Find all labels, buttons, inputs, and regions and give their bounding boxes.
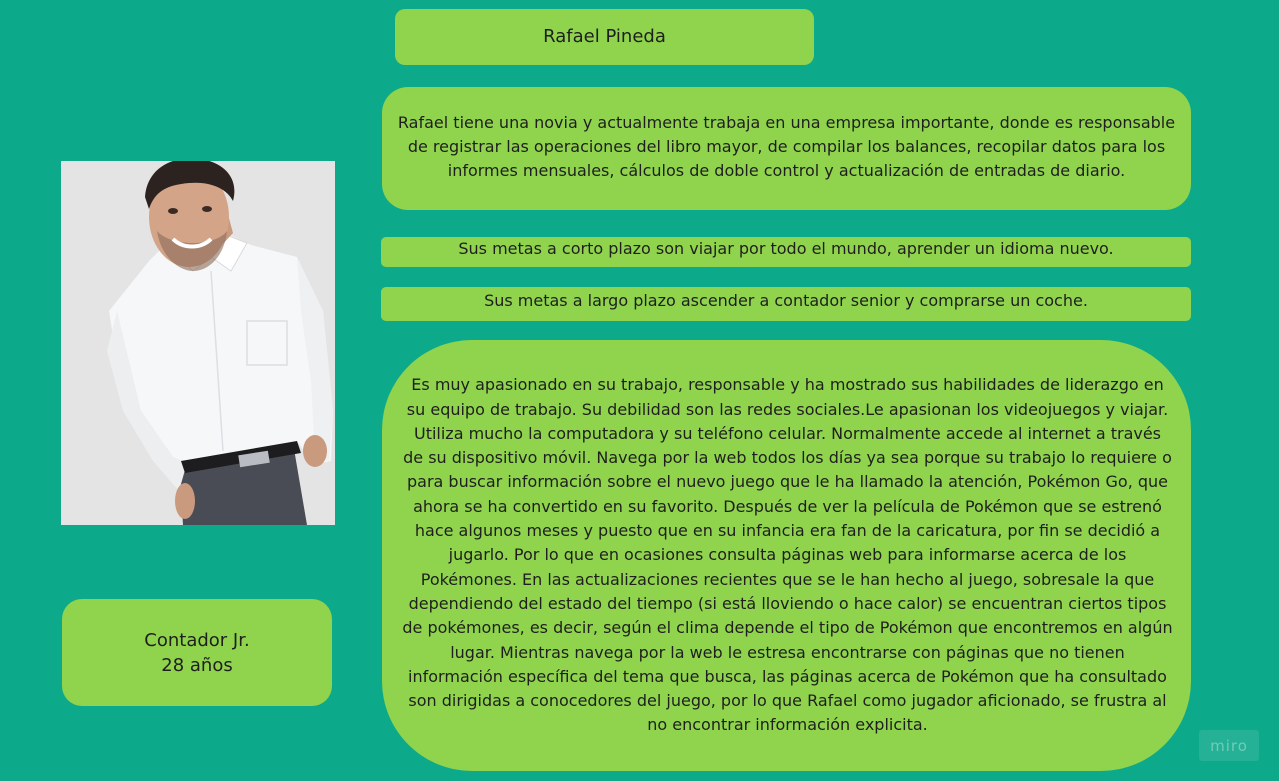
short-term-goals-card (381, 237, 1191, 267)
persona-description: Es muy apasionado en su trabajo, responsable y ha mostrado sus habilidades de liderazgo en su equipo de trabajo. Su debilidad son las redes sociales.Le apasionan los videojuegos y viajar. Utiliza mucho la computadora y su teléfono celular. Normalmente accede al internet a través de su dispositivo móvil. Navega por la web todos los días ya sea porque su trabajo lo requiere o para buscar información sobre el nuevo juego que le ha llamado la atención, Pokémon Go, que ahora se ha convertido en su favorito. Después de ver la película de Pokémon que se estrenó hace algunos meses y puesto que en su infancia era fan de la caricatura, por fin se decidió a jugarlo. Por lo que en ocasiones consulta páginas web para informarse acerca de los Pokémones. En las actualizaciones recientes que se le han hecho al juego, sobresale la que dependiendo del estado del tiempo (si está lloviendo o hace calor) se encuentran ciertos tipos de pokémones, es decir, según el clima depende el tipo de Pokémon que encontremos en algún lugar. Mientras navega por la web le estresa encontrarse con páginas que no tienen información específica del tema que busca, las páginas acerca de Pokémon que ha consultado son dirigidas a conocedores del juego, por lo que Rafael como jugador aficionado, se frustra al no encontrar información explicita. (402, 375, 1173, 735)
persona-name: Rafael Pineda (543, 25, 666, 47)
persona-role-card (62, 599, 332, 706)
long-term-goals-card (381, 287, 1191, 321)
persona-photo (61, 161, 335, 525)
persona-bio: Rafael tiene una novia y actualmente trabaja en una empresa importante, donde es responsable de registrar las operaciones del libro mayor, de compilar los balances, recopilar datos para los informes mensuales, cálculos de doble control y actualización de entradas de diario. (397, 112, 1176, 180)
persona-role: Contador Jr. (144, 629, 250, 651)
long-term-goals-text: Sus metas a largo plazo ascender a contador senior y comprarse un coche. (484, 291, 1088, 310)
miro-watermark-label: miro (1210, 736, 1248, 755)
persona-age: 28 años (161, 654, 233, 676)
persona-name-card (395, 9, 814, 65)
persona-description-card (382, 340, 1191, 771)
short-term-goals-text: Sus metas a corto plazo son viajar por todo el mundo, aprender un idioma nuevo. (458, 239, 1114, 258)
miro-watermark[interactable] (1199, 730, 1259, 761)
persona-bio-card (382, 87, 1191, 210)
